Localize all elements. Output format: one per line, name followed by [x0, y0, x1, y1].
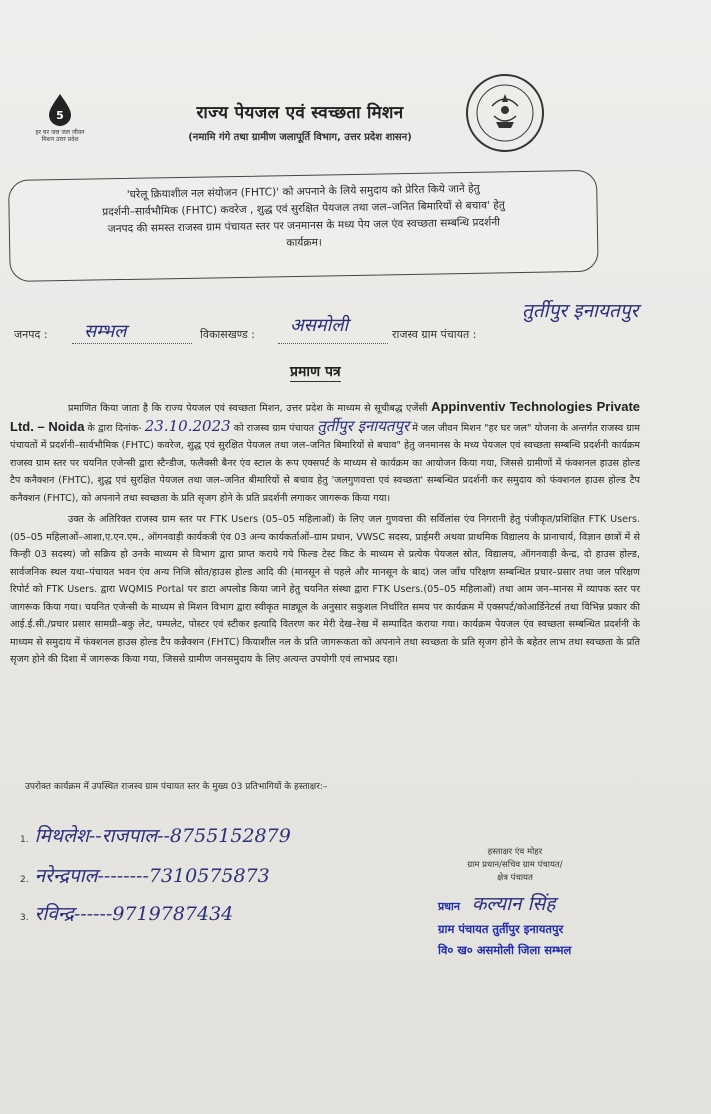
district-value: सम्भल	[84, 321, 127, 342]
pradhan-stamp	[438, 890, 698, 958]
attest-line-3: क्षेत्र पंचायत	[497, 873, 533, 883]
block-label: विकासखण्ड :	[200, 328, 256, 341]
org-header	[150, 100, 450, 143]
certificate-title: प्रमाण पत्र	[290, 364, 341, 380]
signatures-intro: उपरोक्त कार्यक्रम में उपस्थित राजस्व ग्राम पंचायत स्तर के मुख्य 03 प्रतिभागियों के हस्ताक्षर:–	[25, 782, 328, 792]
body-p1-gp-label: को राजस्व ग्राम पंचायत	[233, 422, 315, 434]
participant-signature-3: 3. रविन्द्र------9719787434	[20, 903, 234, 925]
up-government-seal-icon	[464, 72, 546, 154]
body-p1-text: में जल जीवन मिशन "हर घर जल" योजना के अन्तर्गत राजस्व ग्राम पंचायतों में प्रदर्शनी–सार्वभौमिक (FHTC) कवरेज, शुद्ध एवं सुरक्षित पेयजल तथा जल–जनित बिमारियों से बचाव" हेतु जनमानस के मध्य पेयजल एवं स्वच्छता सम्बन्धि प्रदर्शनी कार्यक्रम राजस्व ग्राम स्तर पर चयनित एजेन्सी द्वारा स्टैन्डीज, फलैक्सी बैनर एंव स्टाल के रूप एक्सपर्ट के माध्यम से कार्यक्रम का आयोजन किया गया, जिससे ग्रामीणों में फंक्शनल हाउस होल्ड टैप कनैक्शन (FHTC), शुद्ध एवं सुरक्षित पेयजल तथा जल–जनित बीमारियों से बचाव हेतु 'जलगुणवत्ता एवं स्वच्छता' सम्बन्धित प्रदर्शनी कर समुदाय को फंक्शनल हाउस होल्ड टैप कनैक्शन (FHTC), को अपनाने तथा स्वच्छता के प्रति सृजग होने के प्रति प्रदर्शनी लगाकर जागरूक किया गया।	[10, 422, 640, 504]
banner-line-1: 'घरेलू क्रियाशील नल संयोजन (FHTC)' को अपनाने के लिये समुदाय को प्रेरित किये जाने हेतु	[126, 182, 480, 201]
attest-line-1: हस्ताक्षर एंव मोहर	[487, 847, 543, 857]
body-p1-intro: प्रमाणित किया जाता है कि राज्य पेयजल एवं स्वच्छता मिशन, उत्तर प्रदेश के माध्यम से सूचीबद्ध एजेंसी	[68, 403, 428, 414]
org-subtitle: (नमामि गंगे तथा ग्रामीण जलापूर्ति विभाग, उत्तर प्रदेश शासन)	[188, 132, 412, 143]
district-label: जनपद :	[14, 328, 48, 341]
banner-line-3: जनपद की समस्त राजस्व ग्राम पंचायत स्तर पर जनमानस के मध्य पेय जल एंव स्वच्छता सम्बन्धि प्रदर्शनी	[107, 216, 500, 236]
jal-jeevan-logo	[30, 92, 90, 143]
water-drop-icon	[43, 92, 77, 126]
gram-panchayat-handwritten: तुर्तीपुर इनायतपुर	[317, 416, 410, 435]
district-underline	[72, 343, 192, 344]
body-paragraph-2: उक्त के अतिरिक्त राजस्व ग्राम स्तर पर FTK Users (05–05 महिलाओं) के लिए जल गुणवत्ता की सर्विलांस एंव निगरानी हेतु पंजीकृत/प्रशिक्षित FTK Users.(05–05 महिलाओं–आशा,ए.एन.एम., ऑगनवाड़ी कार्यकत्री एंव 03 अन्य कार्यकर्ताओं–ग्राम प्रधान, VWSC सदस्य, प्राईमरी अथवा प्राथमिक विद्यालय के प्रानाचार्य, विज्ञान छात्रों में से किन्ही 03 सदस्य) जो सक्रिय हो उनके माध्यम से विभाग द्वारा प्राप्त कराये गये फिल्ड टेस्ट किट के माध्यम से प्रत्येक पेयजल स्रोत, विद्यालय, ऑगनवाड़ी केन्द्र, दो हाउस होल्ड, सार्वजनिक स्थल यथा–पंचायत भवन एंव अन्य निजि स्रोत/हाउस होल्ड आदि की (मानसून से पहले और मानसून के बाद) जल जाँच परिक्षण सम्बन्धित प्रचार–प्रसार तथा जल परिक्षण रिपोर्ट को FTK Users. द्वारा WQMIS Portal पर डाटा अपलोड किया जाने हेतु चयनित संस्था द्वारा FTK Users.(05–05 महिलाओं) तथा आम जन–मानस में व्यापक स्तर पर जागरूक किया गया। चयनित एजेन्सी के माध्यम से मिशन विभाग द्वारा स्वीकृत माड्यूल के अनुसार सकुशल निर्धारित समय पर कार्यक्रम में एक्सपर्ट/कोआर्डिनेटर्स तथा विभिन्न प्रकार की आई.ई.सी./प्रचार प्रसार सामग्री–बकु लेट, पम्पलेट, पोस्टर एवं स्टीकर इत्यादि वितरण कर मेरी देख–रेख में सम्पादित कराया गया। कार्यक्रम पेयजल एंव स्वच्छता सम्बन्धित प्रदर्शनी के माध्यम से समुदाय में फंक्शनल हाउस होल्ड टैप कन्नैक्शन (FHTC) कियाशील नल के प्रति जागरूकता को अपनाने तथा स्वच्छता के प्रति सृजग होने के बहेतर लाभ तथा स्वच्छता के प्रति सृजग होने की दिशा में जागरूक किया गया, जिससे ग्रामीण जनसमुदाय के लिए अत्यन्त उपयोगी एवं लाभप्रद रहा।	[10, 514, 640, 665]
gram-panchayat-label: राजस्व ग्राम पंचायत :	[392, 328, 477, 341]
block-underline	[278, 343, 388, 344]
org-name: राज्य पेयजल एवं स्वच्छता मिशन	[196, 103, 404, 123]
agency-name: Appinventiv Technologies Private Ltd. – Noida	[10, 399, 640, 434]
participant-signature-2: 2. नरेन्द्रपाल--------7310575873	[20, 865, 270, 887]
attestation-block	[420, 846, 610, 885]
svg-text:5: 5	[56, 109, 64, 122]
stamp-line-1: ग्राम पंचायत तुर्तीपुर इनायतपुर	[438, 922, 564, 936]
participant-signature-1: 1. मिथलेश--राजपाल--8755152879	[20, 825, 291, 847]
program-banner	[8, 170, 599, 282]
stamp-line-2: वि० ख० असमोली जिला सम्भल	[438, 943, 572, 957]
stamp-pradhan-label: प्रधान	[438, 900, 460, 913]
attest-line-2: ग्राम प्रधान/सचिव ग्राम पंचायत/	[467, 860, 563, 870]
banner-line-2: प्रदर्शनी–सार्वभौमिक (FHTC) कवरेज , शुद्ध एवं सुरक्षित पेयजल तथा जल–जनित बिमारियों से बचाव' हेतु	[102, 199, 506, 219]
pradhan-signature: कल्यान सिंह	[471, 893, 556, 915]
body-p1-date-label: के द्वारा दिनांक-	[87, 422, 142, 434]
location-fields	[12, 300, 692, 345]
banner-line-4: कार्यक्रम।	[286, 236, 322, 250]
block-value: असमोली	[290, 315, 349, 336]
logo-tagline: हर घर जल जल जीवन मिशन उत्तर प्रदेश	[35, 129, 85, 143]
certificate-body	[10, 398, 640, 669]
program-date: 23.10.2023	[144, 416, 231, 435]
gram-panchayat-value: तुर्तीपुर इनायतपुर	[522, 300, 639, 322]
